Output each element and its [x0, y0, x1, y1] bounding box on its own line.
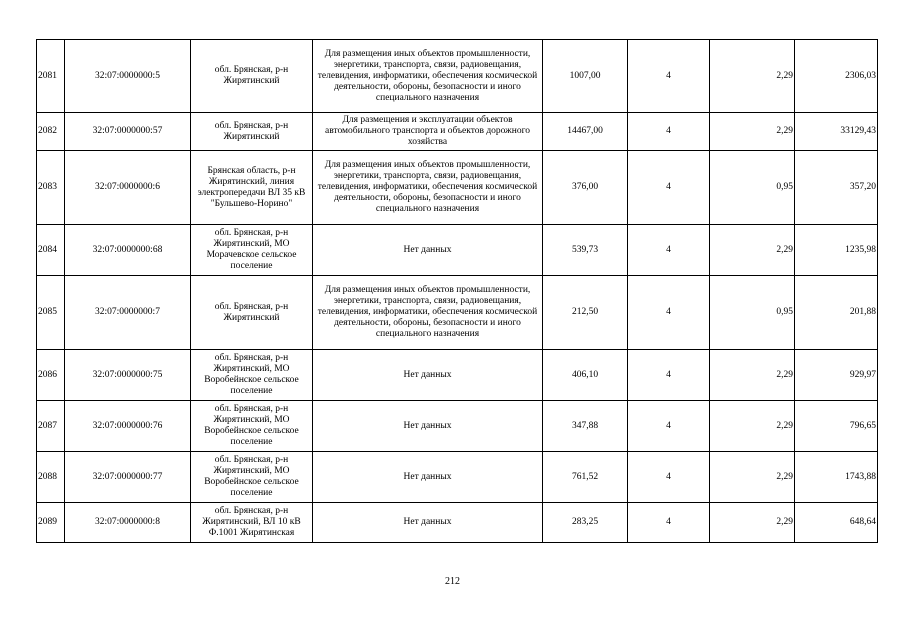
address: обл. Брянская, р-н Жирятинский [191, 40, 313, 113]
row-number: 2083 [37, 151, 65, 225]
address: обл. Брянская, р-н Жирятинский, МО Морачевское сельское поселение [191, 225, 313, 276]
area: 406,10 [543, 350, 628, 401]
area: 376,00 [543, 151, 628, 225]
group: 4 [628, 452, 710, 503]
cost: 929,97 [795, 350, 878, 401]
table-row [37, 276, 878, 350]
table-row [37, 503, 878, 543]
group: 4 [628, 40, 710, 113]
land-plots-table [36, 39, 878, 543]
group: 4 [628, 113, 710, 151]
group: 4 [628, 401, 710, 452]
rate: 2,29 [710, 350, 795, 401]
cost: 796,65 [795, 401, 878, 452]
area: 347,88 [543, 401, 628, 452]
table-row [37, 350, 878, 401]
address: обл. Брянская, р-н Жирятинский, ВЛ 10 кВ Ф.1001 Жирятинская [191, 503, 313, 543]
rate: 2,29 [710, 503, 795, 543]
row-number: 2082 [37, 113, 65, 151]
permitted-use: Для размещения и эксплуатации объектов автомобильного транспорта и объектов дорожного хозяйства [313, 113, 543, 151]
cost: 357,20 [795, 151, 878, 225]
permitted-use: Для размещения иных объектов промышленности, энергетики, транспорта, связи, радиовещания, телевидения, информатики, обеспечения космической деятельности, обороны, безопасности и иного специального назначения [313, 276, 543, 350]
permitted-use: Для размещения иных объектов промышленности, энергетики, транспорта, связи, радиовещания, телевидения, информатики, обеспечения космической деятельности, обороны, безопасности и иного специального назначения [313, 40, 543, 113]
area: 761,52 [543, 452, 628, 503]
area: 283,25 [543, 503, 628, 543]
rate: 2,29 [710, 113, 795, 151]
permitted-use: Для размещения иных объектов промышленности, энергетики, транспорта, связи, радиовещания, телевидения, информатики, обеспечения космической деятельности, обороны, безопасности и иного специального назначения [313, 151, 543, 225]
address: Брянская область, р-н Жирятинский, линия электропередачи ВЛ 35 кВ "Бульшево-Норино" [191, 151, 313, 225]
permitted-use: Нет данных [313, 225, 543, 276]
cadastral-number: 32:07:0000000:77 [65, 452, 191, 503]
cadastral-number: 32:07:0000000:76 [65, 401, 191, 452]
group: 4 [628, 350, 710, 401]
group: 4 [628, 225, 710, 276]
row-number: 2086 [37, 350, 65, 401]
row-number: 2085 [37, 276, 65, 350]
address: обл. Брянская, р-н Жирятинский [191, 113, 313, 151]
permitted-use: Нет данных [313, 350, 543, 401]
table-row [37, 113, 878, 151]
row-number: 2081 [37, 40, 65, 113]
group: 4 [628, 503, 710, 543]
row-number: 2089 [37, 503, 65, 543]
cost: 1743,88 [795, 452, 878, 503]
table-row [37, 225, 878, 276]
cadastral-number: 32:07:0000000:8 [65, 503, 191, 543]
cost: 2306,03 [795, 40, 878, 113]
cadastral-number: 32:07:0000000:57 [65, 113, 191, 151]
area: 1007,00 [543, 40, 628, 113]
row-number: 2088 [37, 452, 65, 503]
rate: 2,29 [710, 40, 795, 113]
row-number: 2087 [37, 401, 65, 452]
area: 14467,00 [543, 113, 628, 151]
table-row [37, 40, 878, 113]
rate: 2,29 [710, 401, 795, 452]
permitted-use: Нет данных [313, 503, 543, 543]
rate: 0,95 [710, 276, 795, 350]
cadastral-number: 32:07:0000000:7 [65, 276, 191, 350]
group: 4 [628, 151, 710, 225]
cost: 648,64 [795, 503, 878, 543]
table-row [37, 151, 878, 225]
group: 4 [628, 276, 710, 350]
cost: 33129,43 [795, 113, 878, 151]
area: 539,73 [543, 225, 628, 276]
cadastral-number: 32:07:0000000:75 [65, 350, 191, 401]
address: обл. Брянская, р-н Жирятинский [191, 276, 313, 350]
permitted-use: Нет данных [313, 452, 543, 503]
table-row [37, 452, 878, 503]
permitted-use: Нет данных [313, 401, 543, 452]
cadastral-number: 32:07:0000000:6 [65, 151, 191, 225]
address: обл. Брянская, р-н Жирятинский, МО Воробейнское сельское поселение [191, 401, 313, 452]
table-row [37, 401, 878, 452]
rate: 2,29 [710, 452, 795, 503]
rate: 0,95 [710, 151, 795, 225]
rate: 2,29 [710, 225, 795, 276]
cost: 1235,98 [795, 225, 878, 276]
cadastral-number: 32:07:0000000:5 [65, 40, 191, 113]
address: обл. Брянская, р-н Жирятинский, МО Воробейнское сельское поселение [191, 350, 313, 401]
row-number: 2084 [37, 225, 65, 276]
cadastral-number: 32:07:0000000:68 [65, 225, 191, 276]
page-number: 212 [445, 576, 460, 587]
cost: 201,88 [795, 276, 878, 350]
address: обл. Брянская, р-н Жирятинский, МО Воробейнское сельское поселение [191, 452, 313, 503]
area: 212,50 [543, 276, 628, 350]
